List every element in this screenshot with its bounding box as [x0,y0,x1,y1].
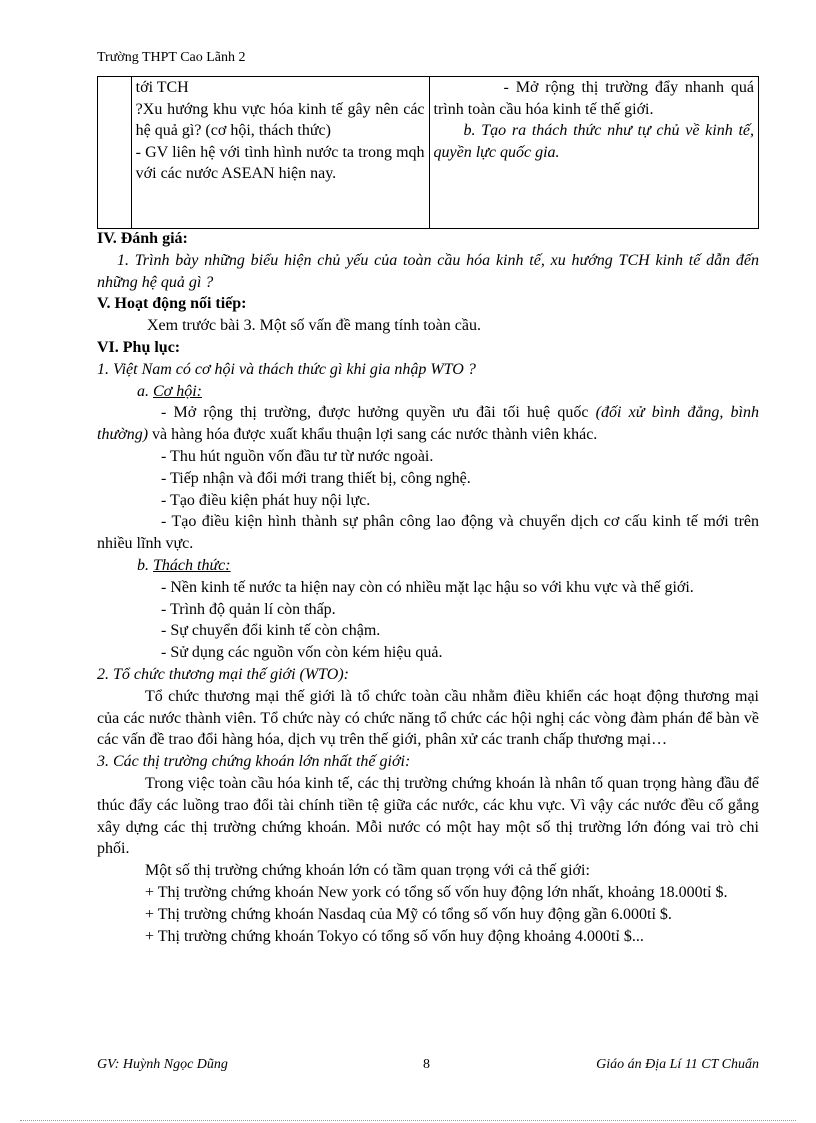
paragraph: 1. Trình bày những biểu hiện chủ yếu của toàn cầu hóa kinh tế, xu hướng TCH kinh tế dẫn đến những hệ quả gì ? [97,251,759,291]
subheading-title: Thách thức: [153,556,231,574]
list-item: - Thu hút nguồn vốn đầu tư từ nước ngoài. [161,447,434,465]
list-item: - Sử dụng các nguồn vốn còn kém hiệu quả. [161,644,443,662]
table-cell-teacher-activity [131,77,429,229]
table-text: ?Xu hướng khu vực hóa kinh tế gây nên các hệ quả gì? (cơ hội, thách thức) [135,100,425,139]
list-item: - Trình độ quản lí còn thấp. [161,600,336,618]
table-cell-empty [98,77,132,229]
page-divider [20,1120,796,1121]
paragraph: + Thị trường chứng khoán Tokyo có tổng số vốn huy động khoảng 4.000tỉ $... [145,927,644,945]
section-heading: VI. Phụ lục: [97,338,181,356]
question-heading: 3. Các thị trường chứng khoán lớn nhất thế giới: [97,753,411,771]
text-run: và hàng hóa được xuất khẩu thuận lợi sang các nước thành viên khác. [148,426,598,444]
list-item: - Tạo điều kiện phát huy nội lực. [161,491,371,509]
paragraph: Xem trước bài 3. Một số vấn đề mang tính toàn cầu. [147,317,481,335]
subheading-title: Cơ hội: [153,382,202,400]
list-item: - Sự chuyển đổi kinh tế còn chậm. [161,622,381,640]
document-body [97,228,759,947]
paragraph: Trong việc toàn cầu hóa kinh tế, các thị trường chứng khoán là nhân tố quan trọng hàng đầu để thúc đẩy các luồng trao đổi tài chính tiền tệ giữa các nước, các khu vực. Vì vậy các nước đều cố gắng xây dựng các thị trường chứng khoán. Mỗi nước có một hay một số thị trường lớn đóng vai trò chi phối. [97,774,759,858]
table-cell-content [429,77,758,229]
table-text: - GV liên hệ với tình hình nước ta trong mqh với các nước ASEAN hiện nay. [135,143,425,182]
section-heading: IV. Đánh giá: [97,230,188,247]
paragraph: + Thị trường chứng khoán Nasdaq của Mỹ có tổng số vốn huy động gần 6.000tỉ $. [145,905,672,923]
list-item: - Nền kinh tế nước ta hiện nay còn có nhiều mặt lạc hậu so với khu vực và thế giới. [161,578,694,596]
subheading-prefix: a. [137,382,153,400]
page-header: Trường THPT Cao Lãnh 2 [97,50,246,65]
paragraph [97,402,759,446]
footer-document-title: Giáo án Địa Lí 11 CT Chuẩn [596,1057,759,1072]
subheading [97,555,759,577]
paragraph: Một số thị trường chứng khoán lớn có tầm quan trọng với cả thế giới: [145,862,590,880]
lesson-table [97,76,759,229]
table-text: tới TCH [135,79,189,96]
text-run-italic: (đối xử bình đẳng, bình thường) [97,404,760,444]
footer-teacher: GV: Huỳnh Ngọc Dũng [97,1057,228,1072]
question-heading: 1. Việt Nam có cơ hội và thách thức gì khi gia nhập WTO ? [97,360,476,378]
subheading-prefix: b. [137,556,153,574]
paragraph: Tổ chức thương mại thế giới là tổ chức toàn cầu nhằm điều khiển các hoạt động thương mại của các nước thành viên. Tổ chức này có chức năng tổ chức các hội nghị các vòng đàm phán để bàn về các vấn đề trao đổi hàng hóa, dịch vụ trên thế giới, phân xử các tranh chấp thương mại… [97,687,759,749]
paragraph: + Thị trường chứng khoán New york có tổng số vốn huy động lớn nhất, khoảng 18.000tỉ $. [145,883,728,901]
list-item: - Tạo điều kiện hình thành sự phân công lao động và chuyển dịch cơ cấu kinh tế mới trên nhiều lĩnh vực. [97,513,759,553]
subheading [97,381,759,403]
table-text: b. Tạo ra thách thức như tự chủ về kinh tế, quyền lực quốc gia. [433,122,754,161]
text-run: - Mở rộng thị trường, được hưởng quyền ưu đãi tối huệ quốc [161,404,596,422]
section-heading: V. Hoạt động nối tiếp: [97,295,247,313]
table-text: - Mở rộng thị trường đẩy nhanh quá trình toàn cầu hóa kinh tế thế giới. [433,79,754,118]
question-heading: 2. Tổ chức thương mại thế giới (WTO): [97,665,349,683]
table-row [98,77,759,229]
page-number: 8 [423,1057,430,1072]
list-item: - Tiếp nhận và đổi mới trang thiết bị, công nghệ. [161,469,471,487]
